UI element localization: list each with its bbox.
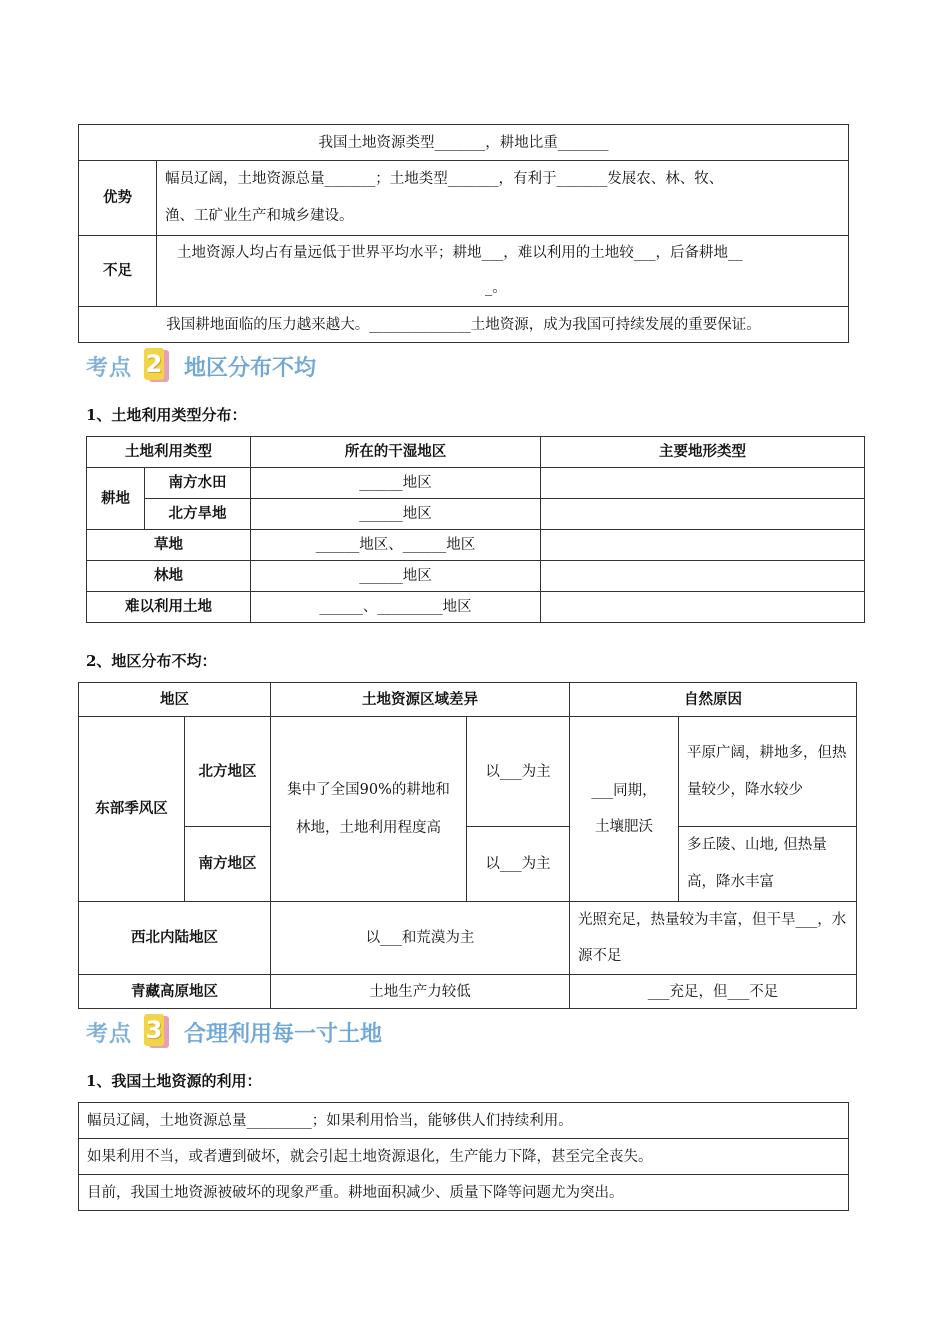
section-3-heading: [86, 1012, 382, 1052]
northwest-label: 西北内陆地区: [79, 902, 271, 975]
number-badge-icon: [144, 1014, 170, 1050]
header-area: 地区: [79, 683, 271, 717]
utilization-row: 目前，我国土地资源被破坏的现象严重。耕地面积减少、质量下降等问题尤为突出。: [79, 1175, 849, 1211]
advantage-label: 优势: [79, 161, 157, 236]
header-region: 所在的干湿地区: [251, 437, 541, 468]
row-terrain: [541, 468, 865, 499]
north-region-label: 北方地区: [185, 717, 271, 827]
south-region-label: 南方地区: [185, 827, 271, 902]
row-region: ______地区: [251, 499, 541, 530]
subheading-2: 2、地区分布不均：: [86, 652, 217, 670]
land-use-table: [86, 436, 865, 623]
section-3-title: 合理利用每一寸土地: [184, 1021, 383, 1047]
row-terrain: [541, 499, 865, 530]
row-terrain: [541, 561, 865, 592]
utilization-row: 如果利用不当，或者遭到破坏，就会引起土地资源退化，生产能力下降，甚至完全丧失。: [79, 1139, 849, 1175]
shortage-label: 不足: [79, 236, 157, 307]
section-3-number: 3: [145, 1016, 163, 1044]
qinghai-tibet-reason: ___充足，但___不足: [570, 975, 857, 1009]
land-overview-table: [78, 124, 849, 343]
shortage-content: [157, 236, 849, 307]
section-2-title: 地区分布不均: [184, 355, 317, 381]
shortage-line-1: 土地资源人均占有量远低于世界平均水平；耕地___，难以利用的土地较___，后备耕地__: [177, 245, 743, 261]
overview-header: 我国土地资源类型_______，耕地比重_______: [79, 125, 849, 161]
section-2-prefix: 考点: [86, 355, 133, 381]
row-region: ______地区、______地区: [251, 530, 541, 561]
advantage-line-1: 幅员辽阔，土地资源总量_______；土地类型_______，有利于_______发展农、林、牧、: [165, 171, 724, 187]
south-reason: 多丘陵、山地, 但热量高，降水丰富: [679, 827, 857, 902]
advantage-content: [157, 161, 849, 236]
section-2-heading: [86, 346, 316, 386]
section-2-number: 2: [145, 350, 163, 378]
land-utilization-table: [78, 1102, 849, 1211]
shortage-line-2: _。: [485, 280, 507, 296]
east-difference: 集中了全国90%的耕地和林地，土地利用程度高: [271, 717, 467, 902]
east-monsoon-label: 东部季风区: [79, 717, 185, 902]
overview-footer: 我国耕地面临的压力越来越大。______________土地资源，成为我国可持续发展的重要保证。: [79, 307, 849, 343]
header-terrain: 主要地形类型: [541, 437, 865, 468]
section-3-prefix: 考点: [86, 1021, 133, 1047]
row-region: ______地区: [251, 561, 541, 592]
qinghai-tibet-label: 青藏高原地区: [79, 975, 271, 1009]
east-reason: ___同期，土壤肥沃: [570, 717, 679, 902]
header-land-type: 土地利用类型: [87, 437, 251, 468]
header-reason: 自然原因: [570, 683, 857, 717]
advantage-line-2: 渔、工矿业生产和城乡建设。: [165, 208, 354, 224]
row-region: ______、_________地区: [251, 592, 541, 623]
number-badge-icon: [144, 348, 170, 384]
subheading-3: 1、我国土地资源的利用：: [86, 1072, 262, 1090]
south-main: 以___为主: [467, 827, 570, 902]
north-reason: 平原广阔，耕地多，但热量较少，降水较少: [679, 717, 857, 827]
header-difference: 土地资源区域差异: [271, 683, 570, 717]
utilization-row: 幅员辽阔，土地资源总量_________；如果利用恰当，能够供人们持续利用。: [79, 1103, 849, 1139]
row-name: 南方水田: [145, 468, 251, 499]
row-name: 北方旱地: [145, 499, 251, 530]
subheading-1: 1、土地利用类型分布：: [86, 406, 247, 424]
qinghai-tibet-difference: 土地生产力较低: [271, 975, 570, 1009]
row-name: 草地: [87, 530, 251, 561]
row-terrain: [541, 592, 865, 623]
row-name: 林地: [87, 561, 251, 592]
northwest-reason: 光照充足，热量较为丰富，但干旱___，水源不足: [570, 902, 857, 975]
north-main: 以___为主: [467, 717, 570, 827]
northwest-difference: 以___和荒漠为主: [271, 902, 570, 975]
row-terrain: [541, 530, 865, 561]
row-name: 难以利用土地: [87, 592, 251, 623]
regional-difference-table: [78, 682, 857, 1009]
cropland-label: 耕地: [87, 468, 145, 530]
row-region: ______地区: [251, 468, 541, 499]
